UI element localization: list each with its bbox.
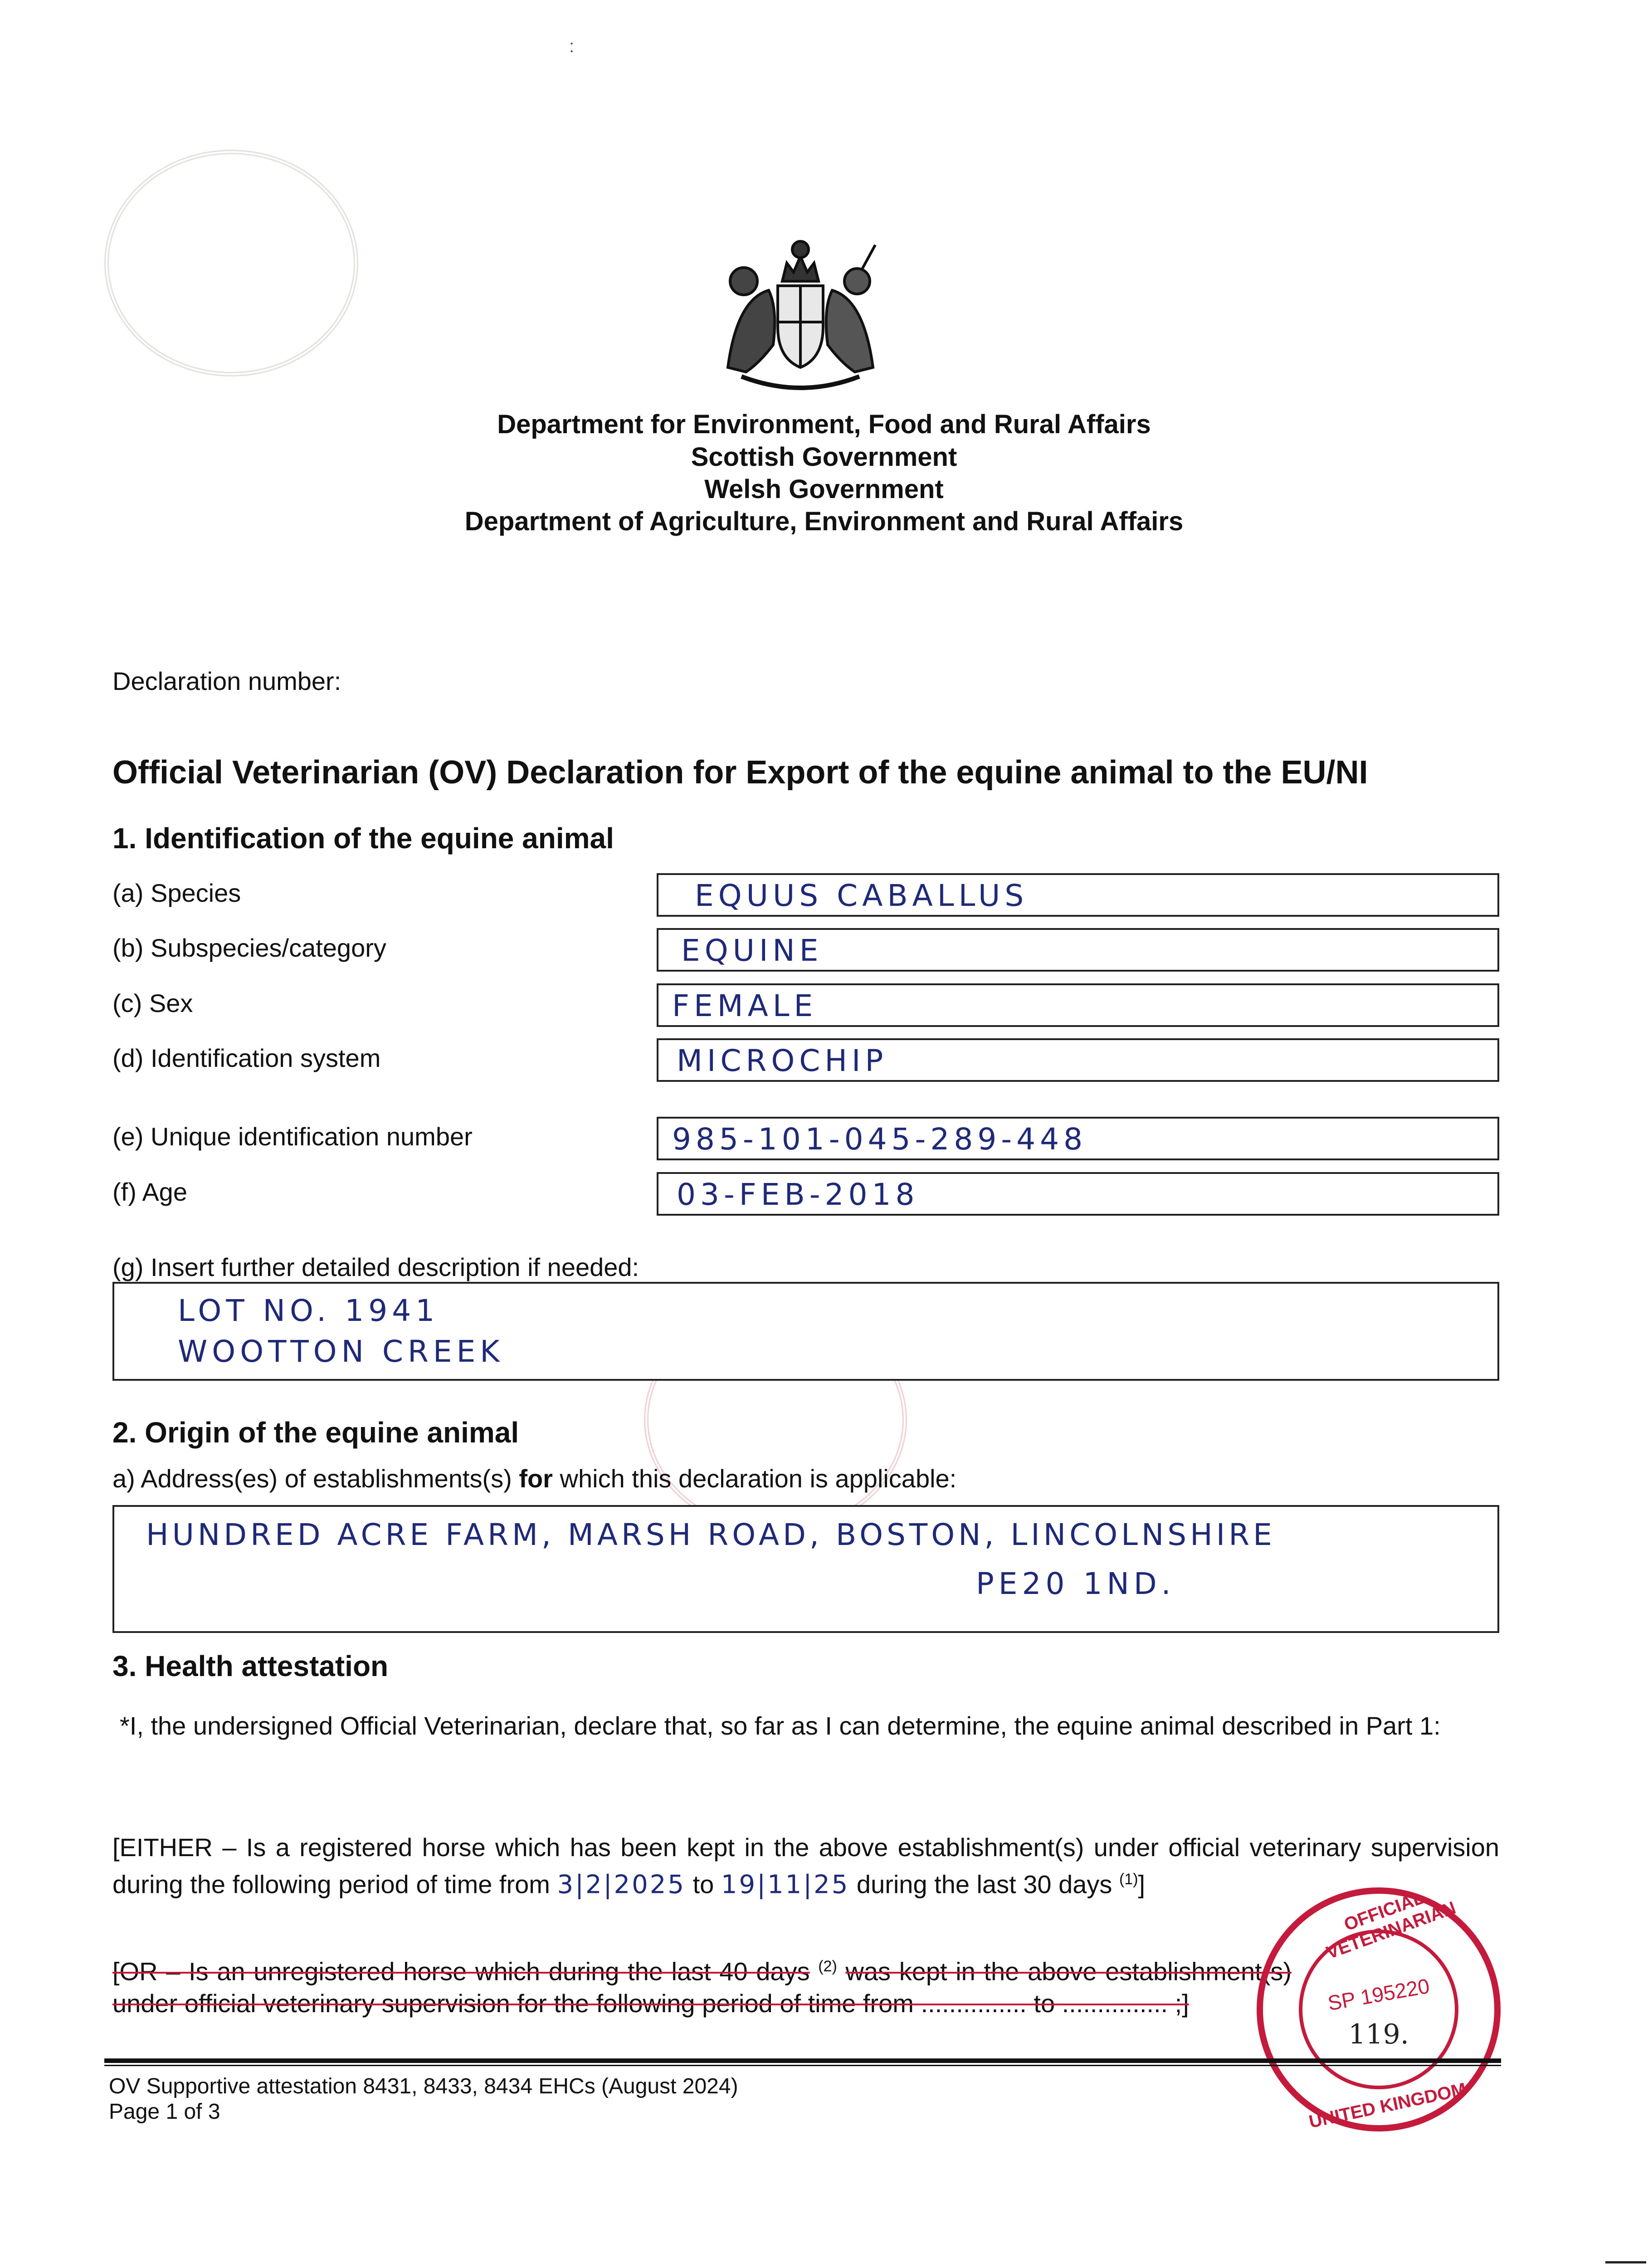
species-field[interactable] [657, 873, 1499, 917]
field-label-age: (f) Age [112, 1178, 187, 1206]
stamp-signature: 119. [1348, 2019, 1409, 2050]
or-text: [OR – Is an unregistered horse which during the last 40 days [112, 1957, 810, 1986]
address-label-pre: a) Address(es) of establishments(s) [112, 1464, 519, 1493]
uid-value: 985-101-045-289-448 [672, 1122, 1087, 1157]
section1-heading: 1. Identification of the equine animal [112, 822, 614, 855]
field-label-species: (a) Species [112, 879, 241, 907]
health-intro: *I, the undersigned Official Veterinarian, declare that, so far as I can determine, the equine animal described in Part 1: [120, 1711, 1441, 1740]
id-system-value: MICROCHIP [677, 1043, 888, 1078]
further-description-line1: LOT NO. 1941 [178, 1293, 439, 1328]
either-text: [EITHER – Is a registered horse which has been kept in the above establishment(s) under official veterinary supervision during the following period of time from [112, 1833, 1499, 1899]
age-value: 03-FEB-2018 [677, 1177, 919, 1212]
stamp-bottom-text: UNITED KINGDOM [1307, 2079, 1468, 2132]
field-label-uid: (e) Unique identification number [112, 1122, 473, 1151]
either-footnote: (1) [1119, 1871, 1138, 1888]
faint-stamp-top-left [104, 150, 358, 376]
footer-rule [104, 2058, 1501, 2063]
either-from-date: 3|2|2025 [557, 1870, 686, 1900]
uid-field[interactable] [657, 1117, 1499, 1160]
header-scottish-gov: Scottish Government [691, 442, 957, 472]
either-to-word: to [692, 1870, 714, 1899]
header-defra: Department for Environment, Food and Rural Affairs [497, 410, 1151, 439]
field-label-subspecies: (b) Subspecies/category [112, 934, 386, 962]
header-welsh-gov: Welsh Government [704, 474, 944, 504]
either-to-date: 19|11|25 [721, 1870, 850, 1900]
address-label [112, 1464, 956, 1493]
official-vet-stamp [1252, 1882, 1506, 2136]
address-field[interactable] [112, 1505, 1499, 1633]
address-label-bold: for [519, 1464, 553, 1493]
either-end: during the last 30 days [856, 1870, 1112, 1899]
or-text2: was kept in the above establishment(s) under official veterinary supervision for the following period of time from ............... to ............... ;] [112, 1957, 1292, 2018]
stray-mark: : [569, 36, 575, 56]
sex-value: FEMALE [672, 988, 818, 1023]
or-clause [112, 1950, 1292, 2019]
declaration-number-label: Declaration number: [112, 667, 341, 695]
address-line1: HUNDRED ACRE FARM, MARSH ROAD, BOSTON, LINCOLNSHIRE [146, 1517, 1276, 1552]
footer-attestation: OV Supportive attestation 8431, 8433, 8434 EHCs (August 2024) [109, 2074, 738, 2098]
subspecies-field[interactable] [657, 928, 1499, 972]
subspecies-value: EQUINE [681, 933, 823, 968]
document-title: Official Veterinarian (OV) Declaration for Export of the equine animal to the EU/NI [112, 754, 1368, 791]
royal-coat-of-arms-icon [701, 231, 900, 395]
id-system-field[interactable] [657, 1038, 1499, 1082]
footer-rule-thin [104, 2065, 1501, 2066]
field-label-id-system: (d) Identification system [112, 1044, 381, 1072]
address-label-post: which this declaration is applicable: [552, 1464, 957, 1493]
field-label-sex: (c) Sex [112, 989, 193, 1017]
species-value: EQUUS CABALLUS [695, 878, 1029, 913]
header-daera: Department of Agriculture, Environment and Rural Affairs [464, 507, 1184, 536]
further-description-label: (g) Insert further detailed description if needed: [112, 1253, 639, 1281]
further-description-line2: WOOTTON CREEK [178, 1334, 504, 1369]
or-footnote: (2) [818, 1958, 837, 1975]
section3-heading: 3. Health attestation [112, 1650, 389, 1682]
stamp-top-text: OFFICIAL VETERINARIAN [1324, 1887, 1459, 1963]
either-close: ] [1138, 1870, 1146, 1899]
stamp-number: SP 195220 [1326, 1974, 1432, 2015]
footer-page-number: Page 1 of 3 [109, 2100, 220, 2124]
section2-heading: 2. Origin of the equine animal [112, 1416, 519, 1449]
sex-field[interactable] [657, 983, 1499, 1027]
age-field[interactable] [657, 1172, 1499, 1216]
address-line2: PE20 1ND. [976, 1566, 1175, 1601]
further-description-field[interactable] [112, 1282, 1499, 1381]
edge-mark [1605, 2261, 1646, 2263]
